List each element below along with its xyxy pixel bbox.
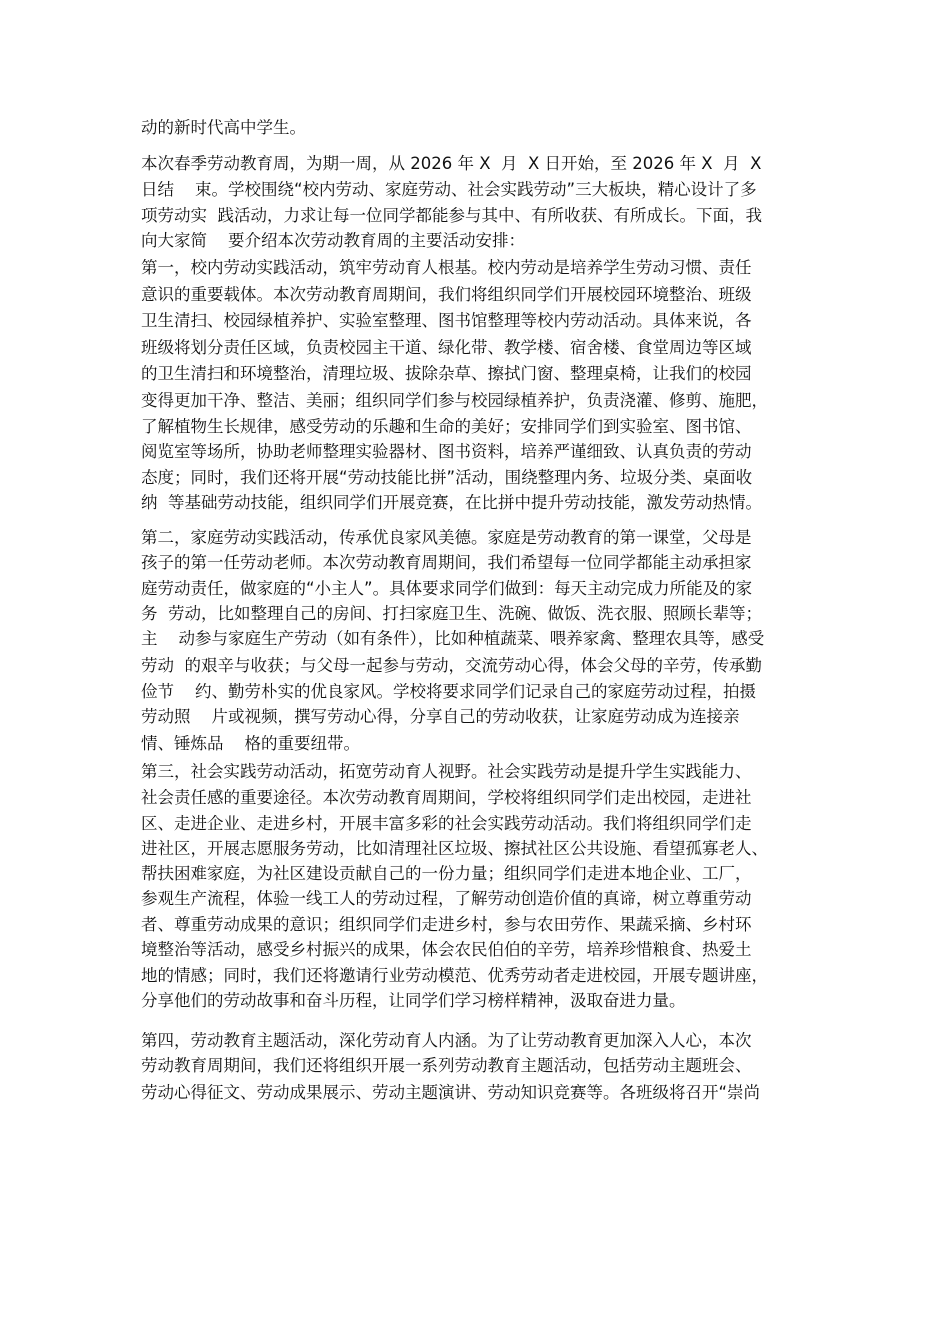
text-line: 情、锤炼品 格的重要纽带。 xyxy=(141,734,360,753)
text-line: 变得更加干净、整洁、美丽；组织同学们参与校园绿植养护，负责浇灌、修剪、施肥， xyxy=(141,391,768,410)
text-line: 意识的重要载体。本次劳动教育周期间，我们将组织同学们开展校园环境整治、班级 xyxy=(141,285,752,304)
text-line: 班级将划分责任区域，负责校园主干道、绿化带、教学楼、宿舍楼、食堂周边等区域 xyxy=(141,338,752,357)
text-line: 第三，社会实践劳动活动，拓宽劳动育人视野。社会实践劳动是提升学生实践能力、 xyxy=(141,762,752,781)
text-line: 俭节 约、勤劳朴实的优良家风。学校将要求同学们记录自己的家庭劳动过程，拍摄 xyxy=(141,682,756,701)
text-line: 劳动教育周期间，我们还将组织开展一系列劳动教育主题活动，包括劳动主题班会、 xyxy=(141,1056,752,1075)
text-line: 卫生清扫、校园绿植养护、实验室整理、图书馆整理等校内劳动活动。具体来说，各 xyxy=(141,311,752,330)
text-line: 第四，劳动教育主题活动，深化劳动育人内涵。为了让劳动教育更加深入人心，本次 xyxy=(141,1031,752,1050)
text-line: 项劳动实 践活动，力求让每一位同学都能参与其中、有所收获、有所成长。下面，我 xyxy=(141,206,762,225)
text-line: 务 劳动，比如整理自己的房间、打扫家庭卫生、洗碗、做饭、洗衣服、照顾长辈等； xyxy=(141,604,762,623)
text-line: 社会责任感的重要途径。本次劳动教育周期间，学校将组织同学们走出校园，走进社 xyxy=(141,788,752,807)
text-line: 地的情感；同时，我们还将邀请行业劳动模范、优秀劳动者走进校园，开展专题讲座， xyxy=(141,966,768,985)
text-line: 分享他们的劳动故事和奋斗历程，让同学们学习榜样精神，汲取奋进力量。 xyxy=(141,991,686,1010)
text-line: 帮扶困难家庭，为社区建设贡献自己的一份力量；组织同学们走进本地企业、工厂， xyxy=(141,864,752,883)
text-line: 劳动照 片或视频，撰写劳动心得，分享自己的劳动收获，让家庭劳动成为连接亲 xyxy=(141,707,740,726)
text-line: 动的新时代高中学生。 xyxy=(141,118,306,137)
text-line: 参观生产流程，体验一线工人的劳动过程，了解劳动创造价值的真谛，树立尊重劳动 xyxy=(141,889,752,908)
text-line: 了解植物生长规律，感受劳动的乐趣和生命的美好；安排同学们到实验室、图书馆、 xyxy=(141,417,752,436)
text-line: 主 动参与家庭生产劳动（如有条件），比如种植蔬菜、喂养家禽、整理农具等，感受 xyxy=(141,629,765,648)
text-line: 孩子的第一任劳动老师。本次劳动教育周期间，我们希望每一位同学都能主动承担家 xyxy=(141,553,752,572)
text-line: 阅览室等场所，协助老师整理实验器材、图书资料，培养严谨细致、认真负责的劳动 xyxy=(141,442,752,461)
text-line: 本次春季劳动教育周，为期一周，从 2026 年 X 月 X 日开始，至 2026 年 X 月 X xyxy=(141,154,762,173)
text-line: 境整治等活动，感受乡村振兴的成果，体会农民伯伯的辛劳，培养珍惜粮食、热爱土 xyxy=(141,940,752,959)
text-line: 第一，校内劳动实践活动，筑牢劳动育人根基。校内劳动是培养学生劳动习惯、责任 xyxy=(141,258,752,277)
text-line: 劳动 的艰辛与收获；与父母一起参与劳动，交流劳动心得，体会父母的辛劳，传承勤 xyxy=(141,656,762,675)
text-line: 庭劳动责任，做家庭的“小主人”。具体要求同学们做到：每天主动完成力所能及的家 xyxy=(141,579,753,598)
text-line: 区、走进企业、走进乡村，开展丰富多彩的社会实践劳动活动。我们将组织同学们走 xyxy=(141,814,752,833)
text-line: 纳 等基础劳动技能，组织同学们开展竞赛，在比拼中提升劳动技能，激发劳动热情。 xyxy=(141,493,762,512)
text-line: 者、尊重劳动成果的意识；组织同学们走进乡村，参与农田劳作、果蔬采摘、乡村环 xyxy=(141,915,752,934)
text-line: 进社区，开展志愿服务劳动，比如清理社区垃圾、擦拭社区公共设施、看望孤寡老人、 xyxy=(141,839,768,858)
text-line: 日结 束。学校围绕“校内劳动、家庭劳动、社会实践劳动”三大板块，精心设计了多 xyxy=(141,180,757,199)
text-line: 劳动心得征文、劳动成果展示、劳动主题演讲、劳动知识竞赛等。各班级将召开“崇尚 xyxy=(141,1083,761,1102)
text-line: 的卫生清扫和环境整治，清理垃圾、拔除杂草、擦拭门窗、整理桌椅，让我们的校园 xyxy=(141,364,752,383)
text-line: 第二，家庭劳动实践活动，传承优良家风美德。家庭是劳动教育的第一课堂，父母是 xyxy=(141,528,752,547)
text-line: 向大家简 要介绍本次劳动教育周的主要活动安排： xyxy=(141,231,525,250)
text-line: 态度；同时，我们还将开展“劳动技能比拼”活动，围绕整理内务、垃圾分类、桌面收 xyxy=(141,468,753,487)
